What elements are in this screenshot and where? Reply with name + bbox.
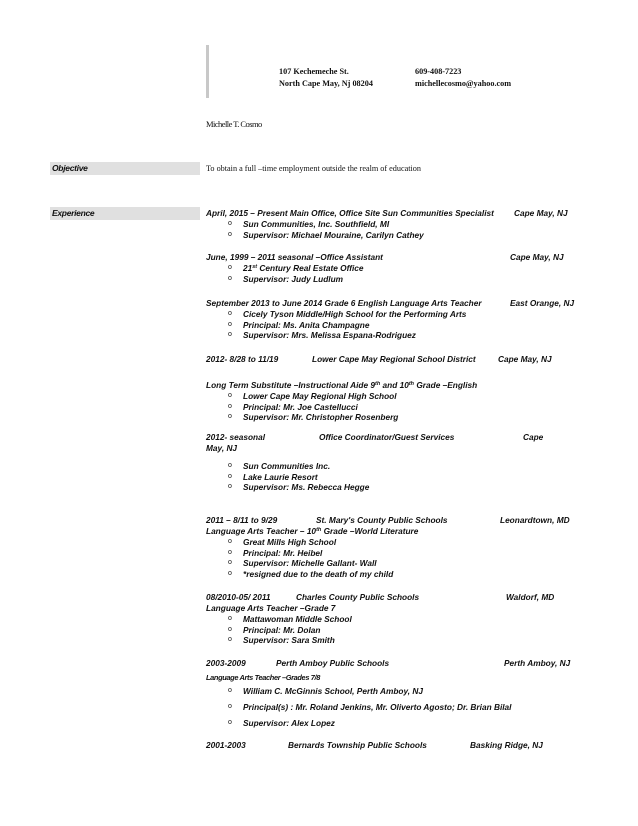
bullet-icon: o (228, 719, 232, 726)
job-employer: Perth Amboy Public Schools (276, 658, 390, 668)
job-location: Cape May, NJ (514, 208, 568, 218)
bullet-icon: o (228, 569, 232, 577)
job-location: East Orange, NJ (510, 298, 575, 308)
list-item: o Supervisor: Michelle Gallant- Wall (228, 558, 377, 568)
list-item: o Sun Communities, Inc. Southfield, MI (228, 219, 390, 229)
bullet-icon: o (228, 538, 232, 545)
job-header: June, 1999 – 2011 seasonal –Office Assistant (206, 252, 383, 262)
job-location: Cape (523, 432, 544, 442)
job-entry (206, 591, 581, 646)
list-item: o Supervisor: Mr. Christopher Rosenberg (228, 412, 399, 422)
job-location: Cape May, NJ (510, 252, 564, 262)
list-item: o Principal: Mr. Heibel (228, 547, 323, 558)
bullet-icon: o (228, 548, 232, 556)
bullet-icon: o (228, 615, 232, 622)
list-item: o Mattawoman Middle School (228, 614, 352, 624)
job-location-continued: May, NJ (206, 443, 238, 453)
job-dates: 2003-2009 (206, 658, 246, 668)
job-role: Language Arts Teacher – 10th Grade –World Literature (206, 526, 419, 536)
list-item: o Cicely Tyson Middle/High School for the Performing Arts (228, 309, 467, 319)
bullet-icon: o (228, 402, 232, 410)
job-dates: 2012- 8/28 to 11/19 (206, 354, 279, 364)
job-location: Cape May, NJ (498, 354, 552, 364)
address-block (279, 66, 373, 90)
bullet-icon: o (228, 703, 232, 710)
objective-text: To obtain a full –time employment outside the realm of education (206, 164, 421, 173)
job-employer: Charles County Public Schools (296, 592, 420, 602)
bullet-icon: o (228, 274, 232, 282)
experience-label: Experience (50, 207, 200, 220)
contact-block (415, 66, 511, 90)
list-item: o *resigned due to the death of my child (228, 568, 394, 579)
list-item: o Supervisor: Judy Ludlum (228, 273, 344, 284)
job-entry (206, 431, 581, 493)
bullet-icon: o (228, 310, 232, 317)
bullet-icon: o (228, 230, 232, 238)
list-item: o Sun Communities Inc. (228, 461, 331, 471)
list-item: o Supervisor: Alex Lopez (206, 715, 581, 731)
job-role: Language Arts Teacher –Grade 7 (206, 603, 336, 613)
job-role: Language Arts Teacher –Grades 7/8 (206, 673, 321, 682)
list-item: o 21st Century Real Estate Office (228, 263, 364, 273)
bullet-icon: o (228, 559, 232, 566)
list-item: o Principal: Mr. Dolan (228, 624, 321, 635)
bullet-icon: o (228, 462, 232, 469)
address-line-1: 107 Kechemeche St. (279, 67, 349, 76)
candidate-name: Michelle T. Cosmo (206, 119, 262, 129)
list-item: o Principal: Ms. Anita Champagne (228, 319, 370, 330)
job-dates: 2001-2003 (206, 740, 246, 750)
job-entry (206, 353, 581, 365)
phone-number: 609-408-7223 (415, 67, 462, 76)
job-title: Office Coordinator/Guest Services (319, 432, 455, 442)
bullet-icon: o (228, 625, 232, 633)
job-header: September 2013 to June 2014 Grade 6 English Language Arts Teacher (206, 298, 482, 308)
bullet-icon: o (228, 220, 232, 227)
email-address: michellecosmo@yahoo.com (415, 79, 512, 88)
list-item: o Supervisor: Sara Smith (228, 635, 335, 645)
list-item: o Principal: Mr. Joe Castellucci (228, 401, 358, 412)
job-entry (206, 514, 581, 579)
job-dates: 08/2010-05/ 2011 (206, 592, 271, 602)
job-entry (206, 251, 581, 284)
job-entry (206, 739, 581, 751)
job-location: Perth Amboy, NJ (504, 658, 571, 668)
bullet-icon: o (228, 483, 232, 490)
job-location: Leonardtown, MD (500, 515, 570, 525)
bullet-icon: o (228, 320, 232, 328)
list-item: o Supervisor: Ms. Rebecca Hegge (228, 482, 370, 492)
list-item: o Supervisor: Michael Mouraine, Carilyn Cathey (228, 229, 424, 240)
bullet-icon: o (228, 264, 232, 271)
objective-label: Objective (50, 162, 200, 175)
job-location: Waldorf, MD (506, 592, 555, 602)
job-employer: Bernards Township Public Schools (288, 740, 427, 750)
list-item: o Supervisor: Mrs. Melissa Espana-Rodriguez (228, 330, 416, 340)
bullet-icon: o (228, 331, 232, 338)
job-dates: 2011 – 8/11 to 9/29 (206, 515, 278, 525)
bullet-icon: o (228, 472, 232, 480)
job-entry (206, 207, 581, 240)
list-item: o William C. McGinnis School, Perth Amboy, NJ (206, 683, 581, 699)
job-entry (206, 379, 581, 423)
job-employer: Lower Cape May Regional School District (312, 354, 476, 364)
job-entry (206, 657, 581, 731)
job-dates: 2012- seasonal (206, 432, 266, 442)
job-employer: St. Mary's County Public Schools (316, 515, 448, 525)
bullet-icon: o (228, 687, 232, 694)
job-header: April, 2015 – Present Main Office, Office Site Sun Communities Specialist (206, 208, 494, 218)
header-rule (206, 45, 209, 98)
list-item: o Lake Laurie Resort (228, 471, 318, 482)
job-header: Long Term Substitute –Instructional Aide 9th and 10th Grade –English (206, 380, 478, 390)
bullet-icon: o (228, 636, 232, 643)
bullet-icon: o (228, 392, 232, 399)
list-item: o Great Mills High School (228, 537, 337, 547)
address-line-2: North Cape May, Nj 08204 (279, 79, 373, 88)
job-location: Basking Ridge, NJ (470, 740, 543, 750)
bullet-icon: o (228, 413, 232, 420)
list-item: o Lower Cape May Regional High School (228, 391, 397, 401)
job-entry (206, 297, 581, 341)
list-item: o Principal(s) : Mr. Roland Jenkins, Mr. Oliverto Agosto; Dr. Brian Bilal (206, 699, 581, 715)
